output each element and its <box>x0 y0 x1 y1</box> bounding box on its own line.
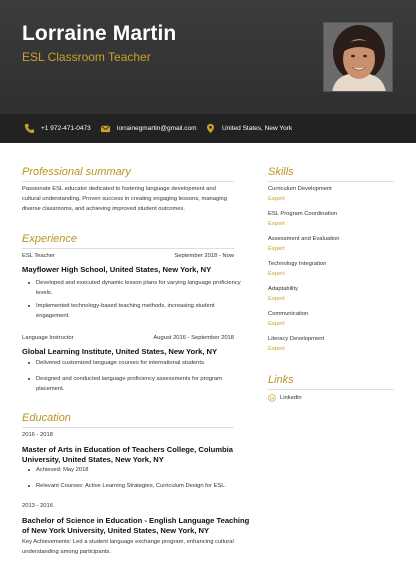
section-title-summary: Professional summary <box>22 166 131 178</box>
section-divider <box>22 248 234 249</box>
education-degree: Master of Arts in Education of Teachers College, Columbia University, United States, New York, NY <box>22 445 233 464</box>
skill-level: Expert <box>268 221 285 227</box>
section-title-experience: Experience <box>22 233 78 245</box>
candidate-job-title: ESL Classroom Teacher <box>22 50 151 64</box>
skill-level: Expert <box>268 346 285 352</box>
section-divider <box>22 181 234 182</box>
link-label: Linkedin <box>280 395 302 401</box>
job-dates: September 2018 - Now <box>174 253 234 259</box>
education-degree: Bachelor of Science in Education - English Language Teaching of New York University, United States, New York, NY <box>22 516 250 535</box>
email-icon <box>100 123 111 134</box>
job-dates: August 2016 - September 2018 <box>153 335 234 341</box>
education-dates: 2013 - 2016 <box>22 503 53 509</box>
phone-icon <box>24 123 35 134</box>
section-divider <box>22 427 234 428</box>
profile-photo-image <box>324 23 393 92</box>
skill-name: Technology Integration <box>268 261 327 267</box>
profile-photo <box>323 22 393 92</box>
skill-name: Curriculum Development <box>268 186 332 192</box>
skill-level: Expert <box>268 296 285 302</box>
email-text: lorrainegmartin@gmail.com <box>117 125 197 132</box>
contact-bar <box>0 114 416 143</box>
contact-phone[interactable] <box>24 114 91 143</box>
job-org: Mayflower High School, United States, New York, NY <box>22 265 212 274</box>
job-bullets <box>27 278 247 324</box>
skill-name: Assessment and Evaluation <box>268 236 340 242</box>
link-linkedin[interactable] <box>268 394 302 402</box>
location-text: United States, New York <box>222 125 293 132</box>
resume-header <box>0 0 416 114</box>
skill-level: Expert <box>268 321 285 327</box>
summary-line: cultural understanding. Proven success in creating engaging lessons, managing <box>22 196 227 202</box>
section-title-skills: Skills <box>268 166 294 178</box>
summary-line: diverse classrooms, and achieving improved student outcomes. <box>22 206 186 212</box>
skill-level: Expert <box>268 271 285 277</box>
education-note: Key Achievements: Led a student language exchange program, enhancing cultural understanding among participants. <box>22 539 234 555</box>
location-pin-icon <box>205 123 216 134</box>
phone-text: +1 972-471-0473 <box>41 125 91 132</box>
contact-location <box>205 114 292 143</box>
section-title-education: Education <box>22 412 71 424</box>
list-item: Implemented technology-based teaching methods, increasing student engagement. <box>27 301 247 321</box>
list-item: Relevant Courses: Active Learning Strategies, Curriculum Design for ESL. <box>27 481 252 491</box>
section-title-links: Links <box>268 374 294 386</box>
list-item: Designed and conducted language proficiency assessments for program placement. <box>27 374 247 394</box>
linkedin-icon <box>268 394 276 402</box>
job-org: Global Learning Institute, United States, New York, NY <box>22 347 218 356</box>
section-divider <box>268 181 394 182</box>
skill-name: Literacy Development <box>268 336 325 342</box>
skill-name: Adaptability <box>268 286 298 292</box>
list-item: Delivered customized language courses for international students. <box>27 358 247 368</box>
job-bullets <box>27 358 247 397</box>
skill-name: Communication <box>268 311 309 317</box>
skill-name: ESL Program Coordination <box>268 211 338 217</box>
summary-text <box>22 184 242 214</box>
education-bullets <box>27 465 252 494</box>
contact-email[interactable] <box>100 114 197 143</box>
job-role: Language Instructor <box>22 335 74 341</box>
section-divider <box>268 389 394 390</box>
skill-level: Expert <box>268 246 285 252</box>
job-role: ESL Teacher <box>22 253 55 259</box>
education-dates: 2016 - 2018 <box>22 432 53 438</box>
list-item: Achieved: May 2018 <box>27 465 252 475</box>
candidate-name: Lorraine Martin <box>22 22 177 45</box>
skill-level: Expert <box>268 196 285 202</box>
summary-line: Passionate ESL educator dedicated to fostering language development and <box>22 186 216 192</box>
list-item: Developed and executed dynamic lesson plans for varying language proficiency levels. <box>27 278 247 298</box>
